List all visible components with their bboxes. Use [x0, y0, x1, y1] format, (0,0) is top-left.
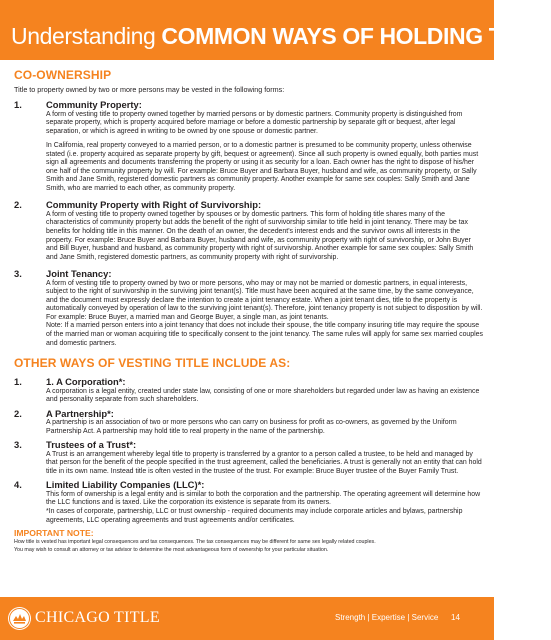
- coownership-list: [14, 99, 484, 348]
- item-title: Community Property with Right of Survivorship:: [46, 199, 262, 211]
- main-content: [14, 68, 484, 554]
- list-item: [14, 439, 484, 476]
- important-note-heading: IMPORTANT NOTE:: [14, 528, 94, 539]
- item-paragraph: This form of ownership is a legal entity and is similar to both the corporation and the partnership. The operating agreement will determine how the LLC functions and is taxed. Like the corporation its existence is separate from its owners. *In cases of corporate, partnership, LLC or trust ownership - required documents may include corporate articles and bylaws, partnership agreements, LLC operating agreements and trust agreements and/or certificates.: [46, 490, 481, 524]
- item-body: [46, 111, 484, 194]
- page-footer: [0, 597, 494, 640]
- important-note-line: How title is vested has important legal consequences and tax consequences. The tax consequences may be different for same sex legally related couples.: [14, 539, 376, 546]
- item-paragraph: A form of vesting title to property owned together by spouses or by domestic partners. This form of holding title shares many of the characteristics of community property but adds the benefit of the right of survivorship similar to title held in joint tenancy. There may be tax benefits for holding title in this manner. On the death of an owner, the decedent's interest ends and the survivor owns all interests in the property. For example: Bruce Buyer and Barbara Buyer, husband and wife, as community property with right of survivorship, or John Buyer and Bill Buyer, husband and husband, as community property with right of survivorship. Another example for same sex couples: Sally Smith and Jane Smith, registered domestic partners, as community property with right of survivorship.: [46, 210, 474, 261]
- item-number: 1.: [14, 376, 22, 388]
- item-paragraph: A form of vesting title to property owned by two or more persons, who may or may not be married or domestic partners, in equal interests, subject to the right of survivorship in the surviving joint tenant(s). Title must have been acquired at the same time, by the same conveyance, and the document must expressly declare the intention to create a joint tenancy estate. When a joint tenant dies, title to the property is automatically conveyed by operation of law to the surviving joint tenant(s). Therefore, joint tenancy property is not subject to disposition by will. For example: Bruce Buyer, a married man and George Buyer, a single man, as joint tenants. Note: If a married person enters into a joint tenancy that does not include their spouse, the title company insuring title may require the spouse of the married man or woman acquiring title to specifically consent to the joint tenancy. The same rules will apply for same sex married couples and domestic partners.: [46, 279, 484, 347]
- title-bold: COMMON WAYS OF HOLDING TITLE: [161, 23, 551, 49]
- item-title: Community Property:: [46, 99, 142, 110]
- item-number: 3.: [14, 439, 22, 451]
- item-title: 1. A Corporation*:: [46, 376, 126, 388]
- other-ways-section: [14, 356, 484, 554]
- item-paragraph: A form of vesting title to property owned together by married persons or by domestic partners. Community property is distinguished from separate property, which is property acquired before marriage or before a domestic partnership by separate gift or bequest, after legal separation, or which is agreed in writing to be owned by one spouse or domestic partner.: [46, 110, 463, 135]
- item-number: 1.: [14, 99, 22, 110]
- item-number: 2.: [14, 199, 22, 211]
- section-heading: CO-OWNERSHIP: [14, 68, 112, 82]
- list-item: [14, 199, 484, 262]
- item-paragraph: A Trust is an arrangement whereby legal title to property is transferred by a grantor to a person called a trustee, to be held and managed by that person for the benefit of the people specified in the trust agreement, called the beneficiaries. A trust is generally not an entity that can hold title in its own name. Instead title is often vested in the trustee of the trust. For example: Bruce Buyer trustee of the Buyer Family Trust.: [46, 450, 482, 475]
- list-item: [14, 408, 484, 437]
- item-paragraph: In California, real property conveyed to a married person, or to a domestic partner is presumed to be community property, unless otherwise stated (i.e. property acquired as separate property by gift, bequest or agreement). Since all such property is owned equally, both parties must sign all agreements and documents transferring the property or using it as security for a loan. Each owner has the right to dispose of his/her one half of the community property by will. For example: Bruce Buyer and Barbara Buyer, husband and wife, as community property, or Sally Smith and Jane Smith, registered domestic partners as community property. Another example for same sex couples: Sally Smith and Jane Smith, who are married to each other, as community property.: [46, 142, 479, 192]
- other-ways-list: [14, 376, 484, 525]
- item-body: [46, 388, 484, 405]
- item-paragraph: A partnership is an association of two or more persons who can carry on business for profit as co-owners, as governed by the Uniform Partnership Act. A partnership may hold title to real property in the name of the partnership.: [46, 419, 457, 435]
- item-title: Limited Liability Companies (LLC)*:: [46, 479, 205, 491]
- item-body: [46, 451, 484, 477]
- title-light: Understanding: [11, 23, 162, 49]
- section-heading: OTHER WAYS OF VESTING TITLE INCLUDE AS:: [14, 356, 291, 371]
- item-body: [46, 491, 484, 525]
- item-paragraph: A corporation is a legal entity, created under state law, consisting of one or more shareholders but regarded under law as having an existence and personality separate from such shareholders.: [46, 387, 480, 404]
- footer-tagline: Strength | Expertise | Service: [335, 613, 439, 622]
- item-title: Joint Tenancy:: [46, 268, 112, 280]
- section-intro: Title to property owned by two or more persons may be vested in the following forms:: [14, 85, 285, 94]
- list-item: [14, 479, 484, 525]
- item-body: [46, 419, 484, 436]
- chicago-title-logo-icon: [8, 607, 31, 630]
- coownership-section: [14, 68, 484, 348]
- item-number: 3.: [14, 268, 22, 280]
- page-title: [11, 23, 551, 50]
- list-item: [14, 376, 484, 405]
- item-body: [46, 280, 484, 348]
- item-title: A Partnership*:: [46, 407, 114, 419]
- item-title: Trustees of a Trust*:: [46, 439, 137, 451]
- item-number: 2.: [14, 407, 22, 419]
- list-item: [14, 99, 484, 193]
- important-note-line: You may wish to consult an attorney or tax advisor to determine the most advantageous form of ownership for your particular situation.: [14, 546, 329, 553]
- item-number: 4.: [14, 479, 22, 491]
- item-body: [46, 211, 484, 262]
- brand-name: CHICAGO TITLE: [35, 609, 160, 626]
- page-header: [0, 0, 551, 60]
- list-item: [14, 268, 484, 348]
- important-note-body: [14, 539, 484, 554]
- page-number: 14: [451, 613, 460, 622]
